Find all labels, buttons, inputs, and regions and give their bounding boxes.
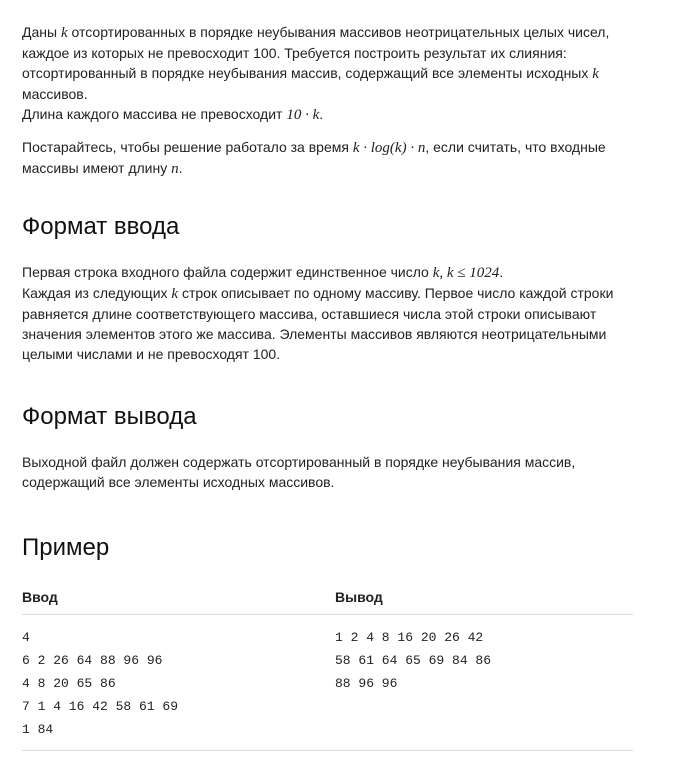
example-input-header: Ввод xyxy=(22,579,335,615)
example-table xyxy=(22,579,633,751)
output-format-heading: Формат вывода xyxy=(22,403,197,430)
example-input[interactable]: 4 6 2 26 64 88 96 96 4 8 20 65 86 7 1 4 16 42 58 61 69 1 84 xyxy=(22,630,179,737)
math-k: k xyxy=(171,286,179,302)
input-format-line: Каждая из следующих xyxy=(22,285,172,301)
statement-paragraph-1 xyxy=(22,22,642,125)
input-format-paragraph xyxy=(22,262,642,364)
statement-text: Постарайтесь, чтобы решение работало за время xyxy=(22,139,353,155)
example-header-row xyxy=(22,579,633,615)
example-heading: Пример xyxy=(22,534,110,561)
example-row xyxy=(22,615,633,751)
example-output-header: Вывод xyxy=(335,579,633,615)
statement-text: . xyxy=(319,106,324,122)
problem-statement xyxy=(22,22,642,179)
input-format-text xyxy=(22,262,642,364)
example-output[interactable]: 1 2 4 8 16 20 26 42 58 61 64 65 69 84 86 88 96 96 xyxy=(335,630,492,691)
statement-text: Даны xyxy=(22,24,61,40)
math-k-constraint: k, k ≤ 1024 xyxy=(432,265,500,281)
statement-text: , если считать, что входные xyxy=(425,139,606,155)
statement-text: отсортированных в порядке неубывания массивов неотрицательных целых чисел, xyxy=(67,24,610,40)
input-format-line: целыми числами и не превосходят 100. xyxy=(22,346,281,362)
example-input-cell xyxy=(22,615,335,751)
math-length-limit: 10 · k xyxy=(286,107,320,123)
example-output-cell xyxy=(335,615,633,751)
math-k: k xyxy=(60,25,68,41)
statement-text: каждое из которых не превосходит 100. Требуется построить результат их слияния: xyxy=(22,45,567,61)
output-format-text xyxy=(22,452,642,492)
input-format-line: равняется длине соответствующего массива, оставшиеся числа этой строки описывают xyxy=(22,306,597,322)
statement-text: массивы имеют длину xyxy=(22,160,172,176)
statement-text: Длина каждого массива не превосходит xyxy=(22,106,287,122)
output-format-line: содержащий все элементы исходных массивов. xyxy=(22,474,335,490)
math-time-complexity: k · log(k) · n xyxy=(352,140,426,156)
input-format-line: . xyxy=(499,264,504,280)
input-format-line: строк описывает по одному массиву. Первое число каждой строки xyxy=(178,285,614,301)
input-format-line: Первая строка входного файла содержит единственное число xyxy=(22,264,433,280)
math-n: n xyxy=(171,161,179,177)
statement-text: . xyxy=(178,160,183,176)
input-format-line: значения элементов этого же массива. Элементы массивов являются неотрицательными xyxy=(22,326,607,342)
output-format-line: Выходной файл должен содержать отсортированный в порядке неубывания массив, xyxy=(22,454,576,470)
statement-text: отсортированный в порядке неубывания массив, содержащий все элементы исходных xyxy=(22,65,593,81)
statement-paragraph-2 xyxy=(22,137,642,179)
input-format-heading: Формат ввода xyxy=(22,213,180,240)
output-format-paragraph xyxy=(22,452,642,492)
statement-text: массивов. xyxy=(22,86,88,102)
math-k: k xyxy=(592,66,599,82)
